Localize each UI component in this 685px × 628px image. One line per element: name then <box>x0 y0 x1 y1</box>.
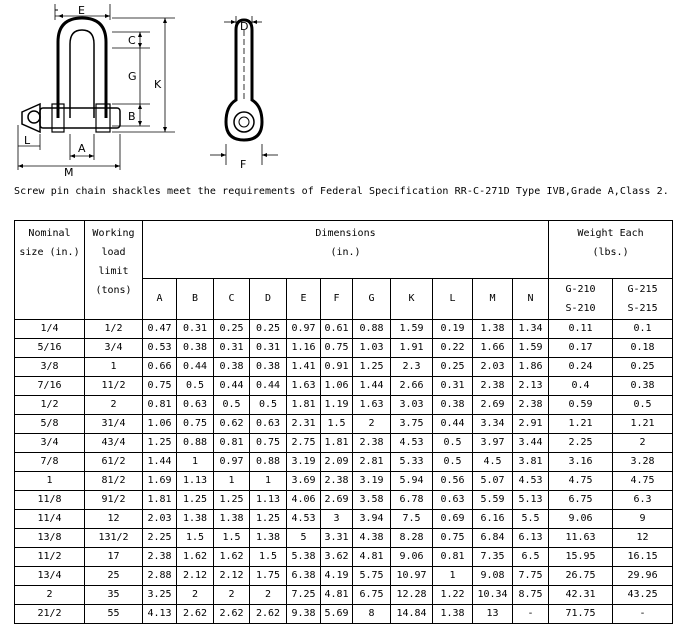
table-cell: 0.44 <box>214 377 250 396</box>
table-cell: 91/2 <box>85 491 143 510</box>
dim-column-header: N <box>513 279 549 320</box>
weight-column-header: G-215 S-215 <box>613 279 673 320</box>
table-cell: 3.34 <box>473 415 513 434</box>
table-cell: 5.38 <box>287 548 321 567</box>
table-cell: 2.38 <box>321 472 353 491</box>
table-cell: 0.53 <box>143 339 177 358</box>
table-cell: 1.5 <box>321 415 353 434</box>
table-cell: 1.34 <box>513 320 549 339</box>
table-cell: 0.5 <box>433 453 473 472</box>
table-row <box>15 586 673 605</box>
table-cell: 3.75 <box>391 415 433 434</box>
table-cell: 0.44 <box>177 358 214 377</box>
table-cell: 5.94 <box>391 472 433 491</box>
table-cell: 2.69 <box>321 491 353 510</box>
table-cell: 0.81 <box>433 548 473 567</box>
table-cell: 1 <box>250 472 287 491</box>
table-cell: 0.69 <box>433 510 473 529</box>
table-cell: 61/2 <box>85 453 143 472</box>
table-cell: 5/16 <box>15 339 85 358</box>
table-row <box>15 605 673 624</box>
table-cell: 5/8 <box>15 415 85 434</box>
table-cell: 35 <box>85 586 143 605</box>
table-cell: 4.81 <box>353 548 391 567</box>
table-cell: 0.75 <box>177 415 214 434</box>
table-cell: 3 <box>321 510 353 529</box>
table-cell: 1.06 <box>143 415 177 434</box>
table-cell: 0.88 <box>177 434 214 453</box>
table-cell: 131/2 <box>85 529 143 548</box>
table-cell: 0.91 <box>321 358 353 377</box>
table-cell: 0.24 <box>549 358 613 377</box>
table-cell: 4.38 <box>353 529 391 548</box>
table-cell: 2.38 <box>473 377 513 396</box>
table-cell: 3.03 <box>391 396 433 415</box>
table-cell: 3.19 <box>287 453 321 472</box>
dim-column-header: M <box>473 279 513 320</box>
label-b: B <box>128 110 136 123</box>
table-cell: 4.19 <box>321 567 353 586</box>
header-dimensions: Dimensions (in.) <box>143 221 549 279</box>
table-cell: 0.63 <box>250 415 287 434</box>
table-cell: 3.31 <box>321 529 353 548</box>
table-cell: 10.97 <box>391 567 433 586</box>
dim-column-header: E <box>287 279 321 320</box>
table-cell: 7/16 <box>15 377 85 396</box>
table-row <box>15 472 673 491</box>
table-cell: 1.25 <box>353 358 391 377</box>
table-cell: 0.59 <box>549 396 613 415</box>
label-a: A <box>78 142 86 155</box>
table-cell: 0.5 <box>613 396 673 415</box>
dim-column-header: B <box>177 279 214 320</box>
header-working-load: Working load limit (tons) <box>85 221 143 320</box>
table-cell: 0.18 <box>613 339 673 358</box>
table-cell: 9.06 <box>391 548 433 567</box>
table-cell: 43.25 <box>613 586 673 605</box>
table-row <box>15 510 673 529</box>
table-row <box>15 453 673 472</box>
table-cell: 1.63 <box>287 377 321 396</box>
table-cell: 5.5 <box>513 510 549 529</box>
table-cell: 1.13 <box>250 491 287 510</box>
label-e: E <box>78 4 85 17</box>
table-cell: 0.1 <box>613 320 673 339</box>
table-cell: 25 <box>85 567 143 586</box>
shackle-bow-inner <box>70 30 94 118</box>
table-cell: 1 <box>433 567 473 586</box>
table-cell: 11/2 <box>85 377 143 396</box>
table-cell: 6.75 <box>353 586 391 605</box>
table-cell: 1.81 <box>143 491 177 510</box>
table-cell: 4.06 <box>287 491 321 510</box>
table-cell: 1.25 <box>177 491 214 510</box>
table-row <box>15 529 673 548</box>
table-cell: 2.3 <box>391 358 433 377</box>
table-cell: 55 <box>85 605 143 624</box>
table-cell: 42.31 <box>549 586 613 605</box>
table-cell: 8.75 <box>513 586 549 605</box>
table-cell: 5.75 <box>353 567 391 586</box>
table-cell: 1.86 <box>513 358 549 377</box>
table-cell: 1.66 <box>473 339 513 358</box>
table-cell: 3/4 <box>85 339 143 358</box>
table-cell: 17 <box>85 548 143 567</box>
table-cell: 2 <box>353 415 391 434</box>
table-cell: 0.81 <box>214 434 250 453</box>
dim-column-header: D <box>250 279 287 320</box>
table-cell: 2.75 <box>287 434 321 453</box>
table-cell: 0.63 <box>177 396 214 415</box>
table-row <box>15 548 673 567</box>
table-cell: 0.47 <box>143 320 177 339</box>
table-cell: 0.66 <box>143 358 177 377</box>
table-cell: 9.08 <box>473 567 513 586</box>
table-cell: 4.53 <box>513 472 549 491</box>
table-cell: 3.25 <box>143 586 177 605</box>
table-cell: 2.62 <box>214 605 250 624</box>
table-cell: 0.5 <box>433 434 473 453</box>
label-l: L <box>24 134 31 147</box>
table-cell: 9.38 <box>287 605 321 624</box>
table-cell: 4.53 <box>287 510 321 529</box>
table-row <box>15 320 673 339</box>
table-cell: 1.21 <box>549 415 613 434</box>
label-c: C <box>128 34 136 47</box>
table-cell: 5 <box>287 529 321 548</box>
table-cell: 0.4 <box>549 377 613 396</box>
table-cell: 2.66 <box>391 377 433 396</box>
table-cell: 1/4 <box>15 320 85 339</box>
table-cell: 11.63 <box>549 529 613 548</box>
table-cell: 13/8 <box>15 529 85 548</box>
table-cell: 0.25 <box>214 320 250 339</box>
table-cell: 10.34 <box>473 586 513 605</box>
table-cell: 0.31 <box>433 377 473 396</box>
table-cell: 1.38 <box>433 605 473 624</box>
table-cell: 0.88 <box>250 453 287 472</box>
table-cell: 3.81 <box>513 453 549 472</box>
table-cell: 0.75 <box>433 529 473 548</box>
table-cell: 0.38 <box>177 339 214 358</box>
table-cell: 7.35 <box>473 548 513 567</box>
table-cell: 3.62 <box>321 548 353 567</box>
table-cell: 0.38 <box>250 358 287 377</box>
table-cell: 2.38 <box>513 396 549 415</box>
table-cell: 1.38 <box>214 510 250 529</box>
table-cell: 3.16 <box>549 453 613 472</box>
table-cell: 1.59 <box>513 339 549 358</box>
table-cell: 0.31 <box>214 339 250 358</box>
table-cell: 1.5 <box>214 529 250 548</box>
table-cell: 6.38 <box>287 567 321 586</box>
label-f: F <box>240 158 247 171</box>
table-cell: - <box>513 605 549 624</box>
table-cell: 1.91 <box>391 339 433 358</box>
table-cell: 0.75 <box>321 339 353 358</box>
table-cell: 0.81 <box>143 396 177 415</box>
table-cell: 2.09 <box>321 453 353 472</box>
table-cell: 1/2 <box>15 396 85 415</box>
table-cell: 2.81 <box>353 453 391 472</box>
table-cell: 7.5 <box>391 510 433 529</box>
shackle-bow-outer <box>58 18 106 118</box>
table-cell: 3.69 <box>287 472 321 491</box>
table-cell: 0.38 <box>214 358 250 377</box>
table-cell: 2.62 <box>177 605 214 624</box>
table-cell: 0.75 <box>143 377 177 396</box>
table-cell: 8.28 <box>391 529 433 548</box>
table-cell: 12.28 <box>391 586 433 605</box>
table-cell: 71.75 <box>549 605 613 624</box>
table-cell: 6.84 <box>473 529 513 548</box>
label-m: M <box>64 166 74 179</box>
table-cell: 1.06 <box>321 377 353 396</box>
table-cell: 1.81 <box>321 434 353 453</box>
shackle-diagram <box>0 0 685 180</box>
table-cell: 16.15 <box>613 548 673 567</box>
table-cell: 1.44 <box>353 377 391 396</box>
table-cell: 1.13 <box>177 472 214 491</box>
table-cell: 2 <box>15 586 85 605</box>
table-cell: 3/4 <box>15 434 85 453</box>
table-cell: 13/4 <box>15 567 85 586</box>
table-cell: 14.84 <box>391 605 433 624</box>
table-row <box>15 339 673 358</box>
table-cell: 5.13 <box>513 491 549 510</box>
table-cell: 6.78 <box>391 491 433 510</box>
table-cell: 7.75 <box>513 567 549 586</box>
table-cell: 2.25 <box>143 529 177 548</box>
dim-column-header: L <box>433 279 473 320</box>
table-cell: 11/2 <box>15 548 85 567</box>
shackle-spec-table <box>14 220 673 624</box>
table-cell: 7.25 <box>287 586 321 605</box>
table-cell: 2.38 <box>143 548 177 567</box>
table-cell: 0.5 <box>177 377 214 396</box>
table-cell: 1.75 <box>250 567 287 586</box>
label-d: D <box>240 20 249 33</box>
table-cell: 1.81 <box>287 396 321 415</box>
table-cell: 0.17 <box>549 339 613 358</box>
table-cell: 8 <box>353 605 391 624</box>
table-cell: 1.59 <box>391 320 433 339</box>
table-cell: 2.03 <box>473 358 513 377</box>
table-cell: 3.19 <box>353 472 391 491</box>
table-row <box>15 567 673 586</box>
table-cell: 0.75 <box>250 434 287 453</box>
table-cell: 2 <box>250 586 287 605</box>
table-cell: 0.63 <box>433 491 473 510</box>
table-cell: 1.41 <box>287 358 321 377</box>
table-cell: 4.13 <box>143 605 177 624</box>
table-cell: 3.28 <box>613 453 673 472</box>
table-cell: 1.44 <box>143 453 177 472</box>
table-cell: 5.59 <box>473 491 513 510</box>
label-k: K <box>154 78 162 91</box>
table-cell: 0.5 <box>214 396 250 415</box>
header-nominal-size: Nominal size (in.) <box>15 221 85 320</box>
table-cell: 26.75 <box>549 567 613 586</box>
spec-caption: Screw pin chain shackles meet the requirements of Federal Specification RR-C-271D Type IVB,Grade A,Class 2. <box>14 186 669 197</box>
table-cell: 1.25 <box>250 510 287 529</box>
table-cell: 0.25 <box>250 320 287 339</box>
table-row <box>15 358 673 377</box>
table-cell: 2.13 <box>513 377 549 396</box>
table-cell: 2 <box>85 396 143 415</box>
table-cell: 1.03 <box>353 339 391 358</box>
label-g: G <box>128 70 137 83</box>
dim-column-header: F <box>321 279 353 320</box>
table-cell: 12 <box>85 510 143 529</box>
table-cell: 6.13 <box>513 529 549 548</box>
table-cell: 1.63 <box>353 396 391 415</box>
table-cell: 2 <box>613 434 673 453</box>
table-cell: 0.22 <box>433 339 473 358</box>
table-cell: 0.38 <box>433 396 473 415</box>
table-cell: 15.95 <box>549 548 613 567</box>
table-cell: 11/8 <box>15 491 85 510</box>
table-cell: 2.88 <box>143 567 177 586</box>
table-cell: 5.07 <box>473 472 513 491</box>
table-cell: 9 <box>613 510 673 529</box>
table-cell: 0.88 <box>353 320 391 339</box>
table-cell: 4.75 <box>613 472 673 491</box>
table-cell: 1 <box>15 472 85 491</box>
table-cell: 1.38 <box>250 529 287 548</box>
table-cell: 0.44 <box>250 377 287 396</box>
table-cell: 2.03 <box>143 510 177 529</box>
table-cell: 3/8 <box>15 358 85 377</box>
table-cell: 29.96 <box>613 567 673 586</box>
table-cell: 11/4 <box>15 510 85 529</box>
table-row <box>15 434 673 453</box>
table-cell: 0.56 <box>433 472 473 491</box>
table-cell: 1 <box>177 453 214 472</box>
table-cell: 6.3 <box>613 491 673 510</box>
table-cell: 1 <box>214 472 250 491</box>
weight-column-header: G-210 S-210 <box>549 279 613 320</box>
table-cell: 6.75 <box>549 491 613 510</box>
table-cell: 9.06 <box>549 510 613 529</box>
table-cell: 1.19 <box>321 396 353 415</box>
table-cell: 0.11 <box>549 320 613 339</box>
dim-column-header: C <box>214 279 250 320</box>
table-cell: 2 <box>177 586 214 605</box>
table-cell: 1.25 <box>143 434 177 453</box>
table-cell: 2.91 <box>513 415 549 434</box>
table-cell: 7/8 <box>15 453 85 472</box>
table-cell: 0.25 <box>433 358 473 377</box>
table-cell: 2.38 <box>353 434 391 453</box>
table-cell: 1.16 <box>287 339 321 358</box>
table-cell: 4.5 <box>473 453 513 472</box>
table-cell: 2 <box>214 586 250 605</box>
table-cell: 0.62 <box>214 415 250 434</box>
table-cell: 3.58 <box>353 491 391 510</box>
table-cell: 1.5 <box>177 529 214 548</box>
table-cell: 1/2 <box>85 320 143 339</box>
dim-column-header: K <box>391 279 433 320</box>
table-row <box>15 396 673 415</box>
table-row <box>15 415 673 434</box>
table-cell: 1.38 <box>473 320 513 339</box>
header-weight-each: Weight Each (lbs.) <box>549 221 673 279</box>
table-cell: 0.61 <box>321 320 353 339</box>
table-cell: 2.69 <box>473 396 513 415</box>
table-cell: 1.62 <box>214 548 250 567</box>
table-cell: 1.5 <box>250 548 287 567</box>
table-cell: 21/2 <box>15 605 85 624</box>
table-cell: 0.38 <box>613 377 673 396</box>
table-cell: 2.62 <box>250 605 287 624</box>
table-cell: 2.12 <box>177 567 214 586</box>
table-cell: 81/2 <box>85 472 143 491</box>
table-cell: 2.25 <box>549 434 613 453</box>
table-cell: 5.69 <box>321 605 353 624</box>
table-row <box>15 491 673 510</box>
table-cell: 1.22 <box>433 586 473 605</box>
table-cell: 1.38 <box>177 510 214 529</box>
table-cell: 4.53 <box>391 434 433 453</box>
table-cell: 1.21 <box>613 415 673 434</box>
table-cell: 6.16 <box>473 510 513 529</box>
table-cell: 0.31 <box>177 320 214 339</box>
table-cell: 0.44 <box>433 415 473 434</box>
table-cell: 1.69 <box>143 472 177 491</box>
table-cell: 31/4 <box>85 415 143 434</box>
table-cell: 3.97 <box>473 434 513 453</box>
table-cell: 0.97 <box>287 320 321 339</box>
table-cell: 2.12 <box>214 567 250 586</box>
table-cell: 4.81 <box>321 586 353 605</box>
table-cell: 2.31 <box>287 415 321 434</box>
table-cell: 6.5 <box>513 548 549 567</box>
table-cell: 1.62 <box>177 548 214 567</box>
table-row <box>15 377 673 396</box>
table-cell: 5.33 <box>391 453 433 472</box>
table-cell: 0.97 <box>214 453 250 472</box>
table-cell: 43/4 <box>85 434 143 453</box>
table-cell: 3.94 <box>353 510 391 529</box>
table-cell: 4.75 <box>549 472 613 491</box>
dim-column-header: A <box>143 279 177 320</box>
dim-column-header: G <box>353 279 391 320</box>
table-cell: - <box>613 605 673 624</box>
table-cell: 0.31 <box>250 339 287 358</box>
table-cell: 1 <box>85 358 143 377</box>
table-cell: 1.25 <box>214 491 250 510</box>
table-cell: 0.19 <box>433 320 473 339</box>
table-cell: 0.25 <box>613 358 673 377</box>
table-cell: 3.44 <box>513 434 549 453</box>
table-cell: 0.5 <box>250 396 287 415</box>
table-cell: 12 <box>613 529 673 548</box>
table-cell: 13 <box>473 605 513 624</box>
